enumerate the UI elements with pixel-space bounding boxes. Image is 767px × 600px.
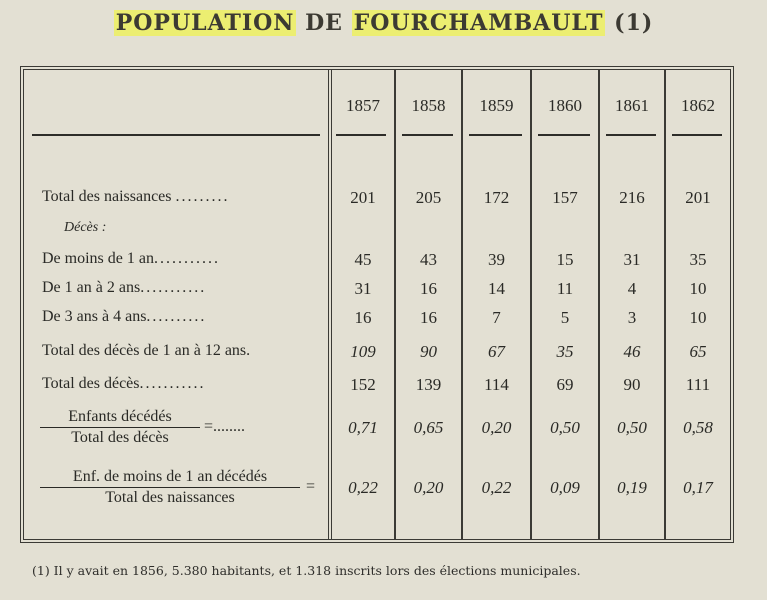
year-header: 1858	[411, 96, 446, 115]
cell: 46	[623, 342, 641, 361]
cell: 10	[689, 279, 707, 298]
row-label: De moins de 1 an...........	[42, 250, 220, 267]
cell: 0,22	[348, 478, 378, 497]
cell: 0,20	[481, 418, 512, 437]
equals-dots: =........	[204, 418, 246, 435]
cell: 67	[488, 342, 505, 361]
cell: 7	[492, 308, 501, 327]
title-town: FOURCHAMBAULT	[353, 10, 604, 36]
row-label: De 1 an à 2 ans...........	[42, 279, 207, 296]
equals-sign: =	[306, 478, 316, 495]
row-label: Décès :	[64, 220, 107, 235]
cell: 0,65	[413, 418, 444, 437]
header-rule	[606, 134, 656, 136]
cell: 0,20	[413, 478, 444, 497]
cell: 0,17	[683, 478, 713, 497]
cell: 69	[556, 375, 574, 394]
header-rule	[469, 134, 522, 136]
cell: 0,19	[617, 478, 647, 497]
year-header: 1861	[615, 96, 649, 115]
cell: 3	[627, 308, 637, 327]
cell: 31	[354, 279, 372, 298]
row-total-naissances	[24, 188, 730, 214]
cell: 14	[488, 279, 505, 298]
row-1-a-2-ans	[24, 279, 730, 305]
year-header: 1860	[548, 96, 582, 115]
cell: 0,09	[550, 478, 580, 497]
cell: 90	[623, 375, 641, 394]
cell: 35	[556, 342, 574, 361]
ratio-fraction	[40, 467, 300, 508]
cell: 90	[420, 342, 437, 361]
cell: 5	[560, 308, 570, 327]
cell: 114	[484, 375, 509, 394]
row-ratio-enfants	[24, 404, 730, 456]
cell: 205	[415, 188, 442, 207]
cell: 4	[627, 279, 637, 298]
cell: 201	[350, 188, 376, 207]
row-label: Total des naissances .........	[42, 188, 230, 205]
row-label: Total des décès...........	[42, 375, 206, 392]
fraction-numerator: Enf. de moins de 1 an décédés	[72, 468, 268, 485]
cell: 31	[623, 250, 641, 269]
cell: 0,50	[550, 418, 580, 437]
row-total-deces-1-12	[24, 342, 730, 368]
cell: 43	[420, 250, 437, 269]
cell: 201	[685, 188, 711, 207]
cell: 157	[552, 188, 578, 207]
cell: 16	[420, 279, 437, 298]
row-total-deces	[24, 375, 730, 401]
row-moins-1-an	[24, 250, 730, 276]
cell: 0,50	[617, 418, 647, 437]
cell: 65	[689, 342, 707, 361]
row-3-a-4-ans	[24, 308, 730, 334]
row-label: De 3 ans à 4 ans..........	[42, 308, 207, 325]
fraction-numerator: Enfants décédés	[68, 408, 172, 425]
cell: 16	[354, 308, 372, 327]
title-de: DE	[305, 10, 343, 36]
header-rule	[538, 134, 590, 136]
header-rule	[32, 134, 320, 136]
cell: 152	[350, 375, 376, 394]
year-header: 1857	[346, 96, 380, 115]
ratio-fraction	[40, 407, 200, 448]
cell: 35	[689, 250, 707, 269]
cell: 216	[619, 188, 645, 207]
cell: 10	[689, 308, 707, 327]
cell: 39	[488, 250, 505, 269]
header-rule	[672, 134, 722, 136]
title-population: POPULATION	[115, 10, 295, 36]
cell: 15	[556, 250, 574, 269]
cell: 172	[483, 188, 510, 207]
cell: 11	[556, 279, 574, 298]
year-header: 1859	[479, 96, 514, 115]
footnote: (1) Il y avait en 1856, 5.380 habitants, et 1.318 inscrits lors des élections municipales.	[32, 563, 581, 578]
cell: 0,22	[481, 478, 512, 497]
row-ratio-moins-1-an	[24, 464, 730, 516]
fraction-denominator: Total des décès	[40, 427, 200, 448]
title-note-ref: (1)	[614, 10, 654, 36]
row-label: Total des décès de 1 an à 12 ans.	[42, 342, 251, 359]
cell: 111	[685, 375, 711, 394]
cell: 0,71	[348, 418, 378, 437]
cell: 16	[420, 308, 437, 327]
fraction-denominator: Total des naissances	[40, 487, 300, 508]
page-title	[0, 10, 767, 36]
cell: 45	[354, 250, 372, 269]
year-header: 1862	[681, 96, 715, 115]
cell: 139	[415, 375, 442, 394]
deces-subheading	[24, 220, 730, 246]
header-rule	[402, 134, 453, 136]
cell: 0,58	[683, 418, 713, 437]
cell: 109	[350, 342, 376, 361]
population-table	[20, 66, 734, 543]
header-rule	[336, 134, 386, 136]
